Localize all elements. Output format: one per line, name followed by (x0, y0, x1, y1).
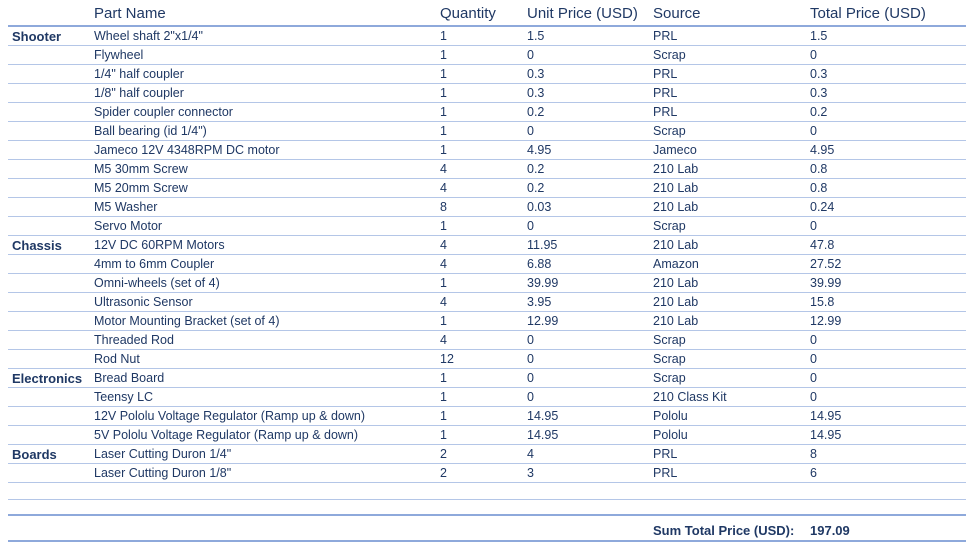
part-name-cell: Servo Motor (94, 219, 163, 233)
category-cell: Chassis (12, 238, 62, 253)
header-quantity: Quantity (440, 5, 496, 22)
table-row (8, 293, 966, 312)
quantity-cell: 1 (440, 371, 447, 385)
summary-row (8, 516, 966, 540)
unit-price-cell: 1.5 (527, 29, 545, 43)
total-price-cell: 0.8 (810, 162, 828, 176)
quantity-cell: 4 (440, 295, 447, 309)
source-cell: Pololu (653, 409, 688, 423)
part-name-cell: Bread Board (94, 371, 165, 385)
unit-price-cell: 0 (527, 48, 534, 62)
blank-row (8, 483, 966, 500)
unit-price-cell: 0 (527, 390, 534, 404)
sum-total-label: Sum Total Price (USD): (653, 523, 795, 538)
quantity-cell: 1 (440, 105, 447, 119)
total-price-cell: 0.8 (810, 181, 828, 195)
total-price-cell: 6 (810, 466, 817, 480)
table-body (8, 27, 966, 483)
quantity-cell: 1 (440, 314, 447, 328)
bottom-divider (8, 540, 966, 542)
category-cell: Boards (12, 447, 57, 462)
table-row (8, 369, 966, 388)
table-row (8, 141, 966, 160)
unit-price-cell: 0 (527, 371, 534, 385)
part-name-cell: Laser Cutting Duron 1/8" (94, 466, 232, 480)
part-name-cell: Wheel shaft 2"x1/4" (94, 29, 203, 43)
total-price-cell: 39.99 (810, 276, 842, 290)
total-price-cell: 1.5 (810, 29, 828, 43)
header-unit-price: Unit Price (USD) (527, 5, 638, 22)
unit-price-cell: 4 (527, 447, 534, 461)
quantity-cell: 4 (440, 162, 447, 176)
sum-total-value: 197.09 (810, 523, 850, 538)
category-cell: Shooter (12, 29, 62, 44)
total-price-cell: 0 (810, 390, 817, 404)
total-price-cell: 0.3 (810, 67, 828, 81)
part-name-cell: Rod Nut (94, 352, 140, 366)
quantity-cell: 12 (440, 352, 454, 366)
part-name-cell: Threaded Rod (94, 333, 174, 347)
total-price-cell: 0 (810, 333, 817, 347)
unit-price-cell: 0.2 (527, 181, 545, 195)
table-header-row (8, 0, 966, 25)
quantity-cell: 1 (440, 67, 447, 81)
source-cell: PRL (653, 67, 678, 81)
table-row (8, 350, 966, 369)
table-row (8, 198, 966, 217)
source-cell: Amazon (653, 257, 699, 271)
source-cell: PRL (653, 29, 678, 43)
total-price-cell: 0 (810, 352, 817, 366)
unit-price-cell: 39.99 (527, 276, 559, 290)
table-row (8, 46, 966, 65)
header-source: Source (653, 5, 701, 22)
total-price-cell: 0.2 (810, 105, 828, 119)
unit-price-cell: 0 (527, 124, 534, 138)
source-cell: Pololu (653, 428, 688, 442)
total-price-cell: 27.52 (810, 257, 842, 271)
unit-price-cell: 0.03 (527, 200, 552, 214)
table-row (8, 84, 966, 103)
source-cell: 210 Lab (653, 200, 699, 214)
total-price-cell: 0.3 (810, 86, 828, 100)
quantity-cell: 1 (440, 428, 447, 442)
table-row (8, 255, 966, 274)
table-row (8, 407, 966, 426)
part-name-cell: Ultrasonic Sensor (94, 295, 193, 309)
total-price-cell: 0 (810, 124, 817, 138)
part-name-cell: 5V Pololu Voltage Regulator (Ramp up & down) (94, 428, 359, 442)
source-cell: 210 Lab (653, 314, 699, 328)
quantity-cell: 8 (440, 200, 447, 214)
total-price-cell: 0.24 (810, 200, 835, 214)
source-cell: Jameco (653, 143, 697, 157)
table-row (8, 445, 966, 464)
table-row (8, 217, 966, 236)
source-cell: 210 Lab (653, 276, 699, 290)
part-name-cell: Jameco 12V 4348RPM DC motor (94, 143, 280, 157)
quantity-cell: 2 (440, 466, 447, 480)
table-row (8, 179, 966, 198)
source-cell: PRL (653, 86, 678, 100)
source-cell: 210 Lab (653, 162, 699, 176)
total-price-cell: 14.95 (810, 409, 842, 423)
table-row (8, 312, 966, 331)
quantity-cell: 4 (440, 181, 447, 195)
total-price-cell: 14.95 (810, 428, 842, 442)
source-cell: 210 Lab (653, 238, 699, 252)
part-name-cell: 12V Pololu Voltage Regulator (Ramp up & down) (94, 409, 365, 423)
table-row (8, 122, 966, 141)
unit-price-cell: 0 (527, 219, 534, 233)
header-total-price: Total Price (USD) (810, 5, 926, 22)
source-cell: Scrap (653, 333, 686, 347)
total-price-cell: 8 (810, 447, 817, 461)
unit-price-cell: 14.95 (527, 409, 559, 423)
table-row (8, 65, 966, 84)
source-cell: Scrap (653, 352, 686, 366)
total-price-cell: 0 (810, 219, 817, 233)
quantity-cell: 1 (440, 124, 447, 138)
quantity-cell: 1 (440, 409, 447, 423)
part-name-cell: Flywheel (94, 48, 144, 62)
part-name-cell: Laser Cutting Duron 1/4" (94, 447, 232, 461)
source-cell: Scrap (653, 124, 686, 138)
total-price-cell: 47.8 (810, 238, 835, 252)
source-cell: 210 Class Kit (653, 390, 727, 404)
quantity-cell: 2 (440, 447, 447, 461)
quantity-cell: 1 (440, 143, 447, 157)
table-row (8, 160, 966, 179)
unit-price-cell: 4.95 (527, 143, 552, 157)
source-cell: 210 Lab (653, 295, 699, 309)
table-row (8, 236, 966, 255)
total-price-cell: 0 (810, 48, 817, 62)
table-row (8, 426, 966, 445)
source-cell: PRL (653, 447, 678, 461)
quantity-cell: 1 (440, 219, 447, 233)
quantity-cell: 4 (440, 333, 447, 347)
part-name-cell: Omni-wheels (set of 4) (94, 276, 220, 290)
part-name-cell: 1/4" half coupler (94, 67, 184, 81)
part-name-cell: 1/8" half coupler (94, 86, 184, 100)
category-cell: Electronics (12, 371, 83, 386)
unit-price-cell: 0.2 (527, 162, 545, 176)
unit-price-cell: 0.2 (527, 105, 545, 119)
total-price-cell: 4.95 (810, 143, 835, 157)
unit-price-cell: 6.88 (527, 257, 552, 271)
unit-price-cell: 3 (527, 466, 534, 480)
table-row (8, 464, 966, 483)
unit-price-cell: 0.3 (527, 86, 545, 100)
part-name-cell: Spider coupler connector (94, 105, 233, 119)
unit-price-cell: 11.95 (527, 238, 558, 252)
quantity-cell: 1 (440, 29, 447, 43)
spacer (8, 500, 966, 514)
table-row (8, 274, 966, 293)
table-row (8, 388, 966, 407)
quantity-cell: 1 (440, 276, 447, 290)
part-name-cell: M5 20mm Screw (94, 181, 188, 195)
part-name-cell: Ball bearing (id 1/4") (94, 124, 207, 138)
part-name-cell: M5 30mm Screw (94, 162, 188, 176)
part-name-cell: Motor Mounting Bracket (set of 4) (94, 314, 280, 328)
total-price-cell: 12.99 (810, 314, 842, 328)
part-name-cell: 4mm to 6mm Coupler (94, 257, 215, 271)
header-part-name: Part Name (94, 5, 166, 22)
source-cell: Scrap (653, 219, 686, 233)
source-cell: 210 Lab (653, 181, 699, 195)
unit-price-cell: 14.95 (527, 428, 559, 442)
total-price-cell: 15.8 (810, 295, 835, 309)
quantity-cell: 1 (440, 86, 447, 100)
source-cell: PRL (653, 105, 678, 119)
part-name-cell: 12V DC 60RPM Motors (94, 238, 225, 252)
parts-cost-table (8, 0, 966, 542)
source-cell: PRL (653, 466, 678, 480)
part-name-cell: M5 Washer (94, 200, 158, 214)
table-row (8, 103, 966, 122)
unit-price-cell: 0 (527, 333, 534, 347)
table-row (8, 331, 966, 350)
quantity-cell: 1 (440, 48, 447, 62)
table-row (8, 27, 966, 46)
unit-price-cell: 3.95 (527, 295, 552, 309)
unit-price-cell: 12.99 (527, 314, 559, 328)
part-name-cell: Teensy LC (94, 390, 154, 404)
source-cell: Scrap (653, 48, 686, 62)
quantity-cell: 4 (440, 257, 447, 271)
quantity-cell: 1 (440, 390, 447, 404)
total-price-cell: 0 (810, 371, 817, 385)
unit-price-cell: 0.3 (527, 67, 545, 81)
quantity-cell: 4 (440, 238, 447, 252)
unit-price-cell: 0 (527, 352, 534, 366)
source-cell: Scrap (653, 371, 686, 385)
